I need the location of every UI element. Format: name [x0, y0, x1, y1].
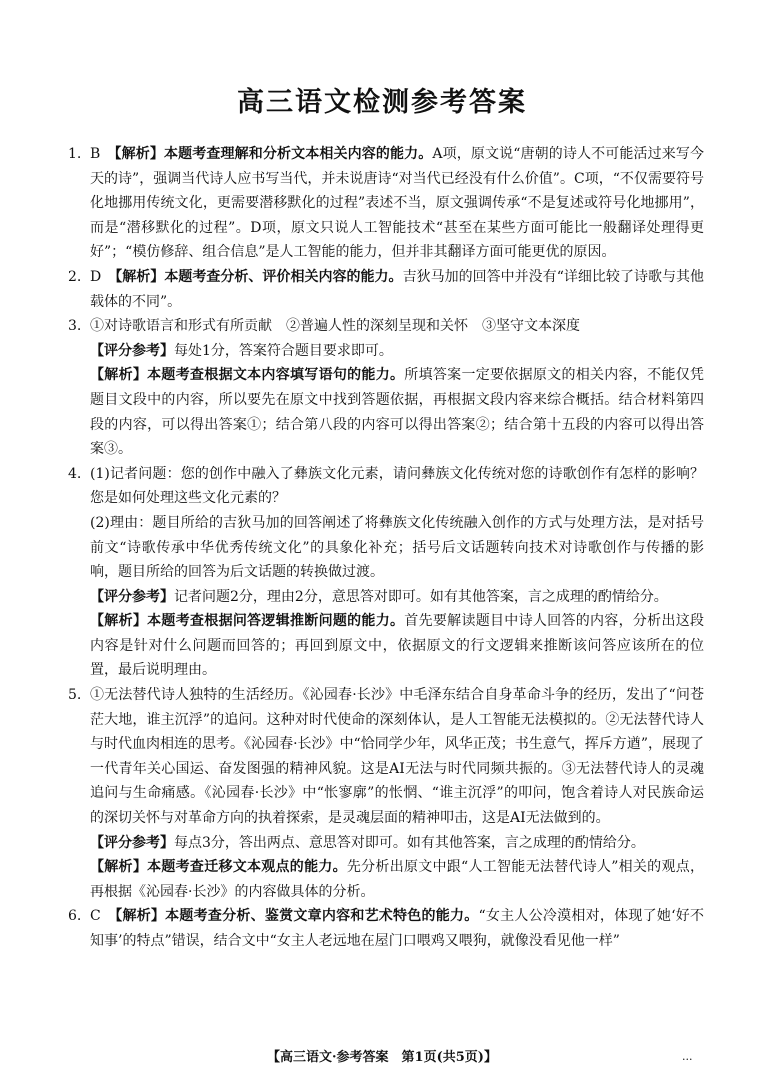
answer-paragraph [90, 462, 704, 511]
page-footer: 【高三语文·参考答案 第1页(共5页)】 [267, 1050, 497, 1065]
answer-paragraph [90, 142, 704, 265]
answer-text: (2)理由：题目所给的吉狄马加的回答阐述了将彝族文化传统融入创作的方式与处理方法，是对括号前文“诗歌传承中华优秀传统文化”的具象化补充；括号后文话题转向技术对诗歌创作与传播的影响，题目所给的回答为后文话题的转换做过渡。 [90, 514, 704, 581]
answer-paragraph [90, 339, 704, 364]
answer-paragraph [90, 265, 704, 314]
answer-paragraph [90, 363, 704, 461]
answer-choice: C [90, 908, 116, 925]
answer-tag: 【评分参考】 [90, 834, 174, 851]
answer-text: A项，原文说“唐朝的诗人不可能活过来写今天的诗”，强调当代诗人应书写当代，并未说唐诗“对当代已经没有什么价值”。C项，“不仅需要符号化地挪用传统文化，更需要潜移默化的过程”表述不当，原文强调传承“不是复述或符号化地挪用”，而是“潜移默化的过程”。D项，原文只说人工智能技术“甚至在某些方面可能比一般翻译处理得更好”；“模仿修辞、组合信息”是人工智能的能力，但并非其翻译方面可能更优的原因。 [90, 146, 704, 261]
answer-tag: 【解析】本题考查分析、鉴赏文章内容和艺术特色的能力。 [115, 908, 479, 925]
answer-number: 6. [68, 908, 82, 925]
answer-paragraph [90, 855, 704, 904]
answer-choice: D [90, 268, 116, 285]
answer-number: 1. [68, 146, 82, 162]
answer-text: 首先要解读题目中诗人回答的内容，分析出这段内容是针对什么问题而回答的；再回到原文中，依据原文的行文逻辑来推断该问答应该所在的位置，最后说明理由。 [90, 613, 705, 679]
answer-item [68, 683, 704, 904]
answer-tag: 【解析】本题考查根据文本内容填写语句的能力。 [90, 367, 405, 384]
answer-paragraph [90, 904, 704, 953]
answer-text: 所填答案一定要依据原文的相关内容，不能仅凭题目文段中的内容，所以要先在原文中找到答题依据，再根据文段内容来综合概括。结合材料第四段的内容，可以得出答案①；结合第八段的内容可以得出答案②；结合第十五段的内容可以得出答案③。 [90, 367, 705, 458]
answer-text: 每点3分，答出两点、意思答对即可。如有其他答案，言之成理的酌情给分。 [174, 834, 645, 851]
answer-text: 记者问题2分，理由2分，意思答对即可。如有其他答案，言之成理的酌情给分。 [174, 588, 668, 605]
answer-tag: 【解析】本题考查理解和分析文本相关内容的能力。 [114, 146, 433, 162]
answer-tag: 【评分参考】 [90, 342, 174, 359]
answer-item [68, 314, 704, 462]
answer-text: ①对诗歌语言和形式有所贡献 ②普遍人性的深刻呈现和关怀 ③坚守文本深度 [90, 318, 580, 335]
answer-tag: 【解析】本题考查迁移文本观点的能力。 [90, 859, 347, 876]
answer-list [68, 142, 704, 954]
page-title: 高三语文检测参考答案 [237, 87, 527, 118]
answer-paragraph [90, 683, 704, 831]
answer-item [68, 265, 704, 314]
answer-item [68, 142, 704, 265]
answer-text: 吉狄马加的回答中并没有“详细比较了诗歌与其他载体的不同”。 [90, 268, 705, 310]
answer-paragraph [90, 314, 704, 339]
answer-text: 先分析出原文中跟“人工智能无法替代诗人”相关的观点，再根据《沁园春·长沙》的内容做具体的分析。 [90, 859, 704, 900]
answer-item [68, 904, 704, 953]
answer-paragraph [90, 511, 704, 585]
answer-tag: 【解析】本题考查分析、评价相关内容的能力。 [115, 268, 403, 285]
answer-choice: B [90, 146, 115, 162]
answer-paragraph [90, 585, 704, 610]
footer-mark: ... [682, 1050, 693, 1063]
answer-tag: 【评分参考】 [90, 588, 174, 605]
answer-number: 5. [68, 687, 82, 704]
answer-item [68, 462, 704, 683]
answer-tag: 【解析】本题考查根据问答逻辑推断问题的能力。 [90, 613, 405, 630]
answer-text: “女主人公冷漠相对，体现了她‘好不知事’的特点”错误，结合文中“女主人老远地在屋门口喂鸡又喂狗，就像没看见他一样” [90, 908, 705, 949]
answer-number: 2. [68, 268, 82, 285]
answer-text: ①无法替代诗人独特的生活经历。《沁园春·长沙》中毛泽东结合自身革命斗争的经历，发出了“问苍茫大地，谁主沉浮”的追问。这种对时代使命的深刻体认，是人工智能无法模拟的。②无法替代诗人与时代血肉相连的思考。《沁园春·长沙》中“恰同学少年，风华正茂；书生意气，挥斥方遒”，展现了一代青年关心国运、奋发图强的精神风貌。这是AI无法与时代同频共振的。③无法替代诗人的灵魂追问与生命痛感。《沁园春·长沙》中“怅寥廓”的怅惘、“谁主沉浮”的叩问，饱含着诗人对民族命运的深切关怀与对革命方向的执着探索，是灵魂层面的精神叩击，这是AI无法做到的。 [90, 687, 704, 827]
answer-text: (1)记者问题：您的创作中融入了彝族文化元素，请问彝族文化传统对您的诗歌创作有怎样的影响？您是如何处理这些文化元素的？ [90, 465, 704, 507]
answer-text: 每处1分，答案符合题目要求即可。 [174, 342, 393, 359]
answer-number: 3. [68, 318, 82, 335]
answer-paragraph [90, 831, 704, 856]
answer-paragraph [90, 609, 704, 683]
answer-number: 4. [68, 465, 82, 482]
